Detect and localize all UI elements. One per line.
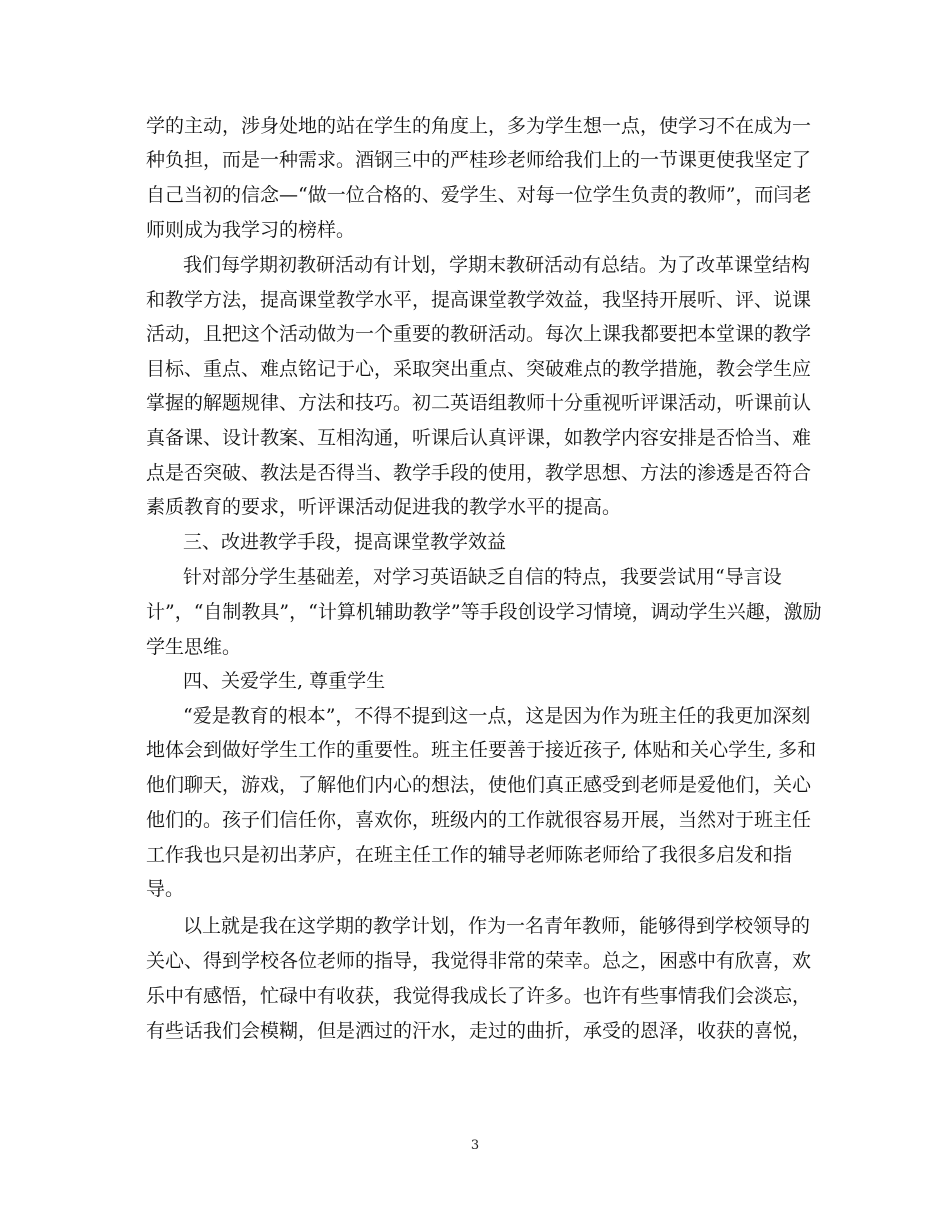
text-line: 乐中有感悟，忙碌中有收获，我觉得我成长了许多。也许有些事情我们会淡忘，	[146, 985, 812, 1007]
text-line: 点是否突破、教法是否得当、教学手段的使用，教学思想、方法的渗透是否符合	[146, 462, 812, 484]
text-line: 学的主动，涉身处地的站在学生的角度上，多为学生想一点，使学习不在成为一	[146, 115, 812, 137]
paragraph-start-line: “爱是教育的根本”，不得不提到这一点，这是因为作为班主任的我更加深刻	[183, 705, 811, 727]
text-line: 师则成为我学习的榜样。	[146, 219, 356, 241]
text-line: 掌握的解题规律、方法和技巧。初二英语组教师十分重视听评课活动，听课前认	[146, 392, 812, 414]
paragraph-start-line: 我们每学期初教研活动有计划，学期末教研活动有总结。为了改革课堂结构	[183, 254, 811, 276]
section-heading: 三、改进教学手段，提高课堂教学效益	[183, 531, 507, 553]
text-line: 他们聊天，游戏，了解他们内心的想法，使他们真正感受到老师是爱他们，关心	[146, 774, 812, 796]
page-number: 3	[470, 1138, 480, 1153]
text-line: 计”，“自制教具”，“计算机辅助教学”等手段创设学习情境，调动学生兴趣，激励	[146, 601, 822, 623]
text-line: 真备课、设计教案、互相沟通，听课后认真评课，如教学内容安排是否恰当、难	[146, 427, 812, 449]
paragraph-start-line: 针对部分学生基础差，对学习英语缺乏自信的特点，我要尝试用“导言设	[183, 566, 782, 588]
text-line: 和教学方法，提高课堂教学水平，提高课堂教学效益，我坚持开展听、评、说课	[146, 289, 812, 311]
paragraph-start-line: 以上就是我在这学期的教学计划，作为一名青年教师，能够得到学校领导的	[183, 915, 811, 937]
text-line: 他们的。孩子们信任你，喜欢你，班级内的工作就很容易开展，当然对于班主任	[146, 809, 812, 831]
text-line: 工作我也只是初出茅庐，在班主任工作的辅导老师陈老师给了我很多启发和指	[146, 844, 793, 866]
text-line: 素质教育的要求，听评课活动促进我的教学水平的提高。	[146, 496, 622, 518]
text-line: 地体会到做好学生工作的重要性。班主任要善于接近孩子, 体贴和关心学生, 多和	[146, 739, 817, 761]
text-line: 活动，且把这个活动做为一个重要的教研活动。每次上课我都要把本堂课的教学	[146, 323, 812, 345]
text-line: 有些话我们会模糊，但是洒过的汗水，走过的曲折，承受的恩泽，收获的喜悦，	[146, 1020, 812, 1042]
section-heading: 四、关爱学生, 尊重学生	[183, 670, 386, 692]
text-line: 关心、得到学校各位老师的指导，我觉得非常的荣幸。总之，困惑中有欣喜，欢	[146, 950, 812, 972]
text-line: 学生思维。	[146, 636, 242, 658]
text-line: 导。	[146, 878, 185, 900]
text-line: 自己当初的信念—“做一位合格的、爱学生、对每一位学生负责的教师”，而闫老	[146, 184, 812, 206]
text-line: 目标、重点、难点铭记于心，采取突出重点、突破难点的教学措施，教会学生应	[146, 358, 812, 380]
text-line: 种负担，而是一种需求。酒钢三中的严桂珍老师给我们上的一节课更使我坚定了	[146, 149, 812, 171]
